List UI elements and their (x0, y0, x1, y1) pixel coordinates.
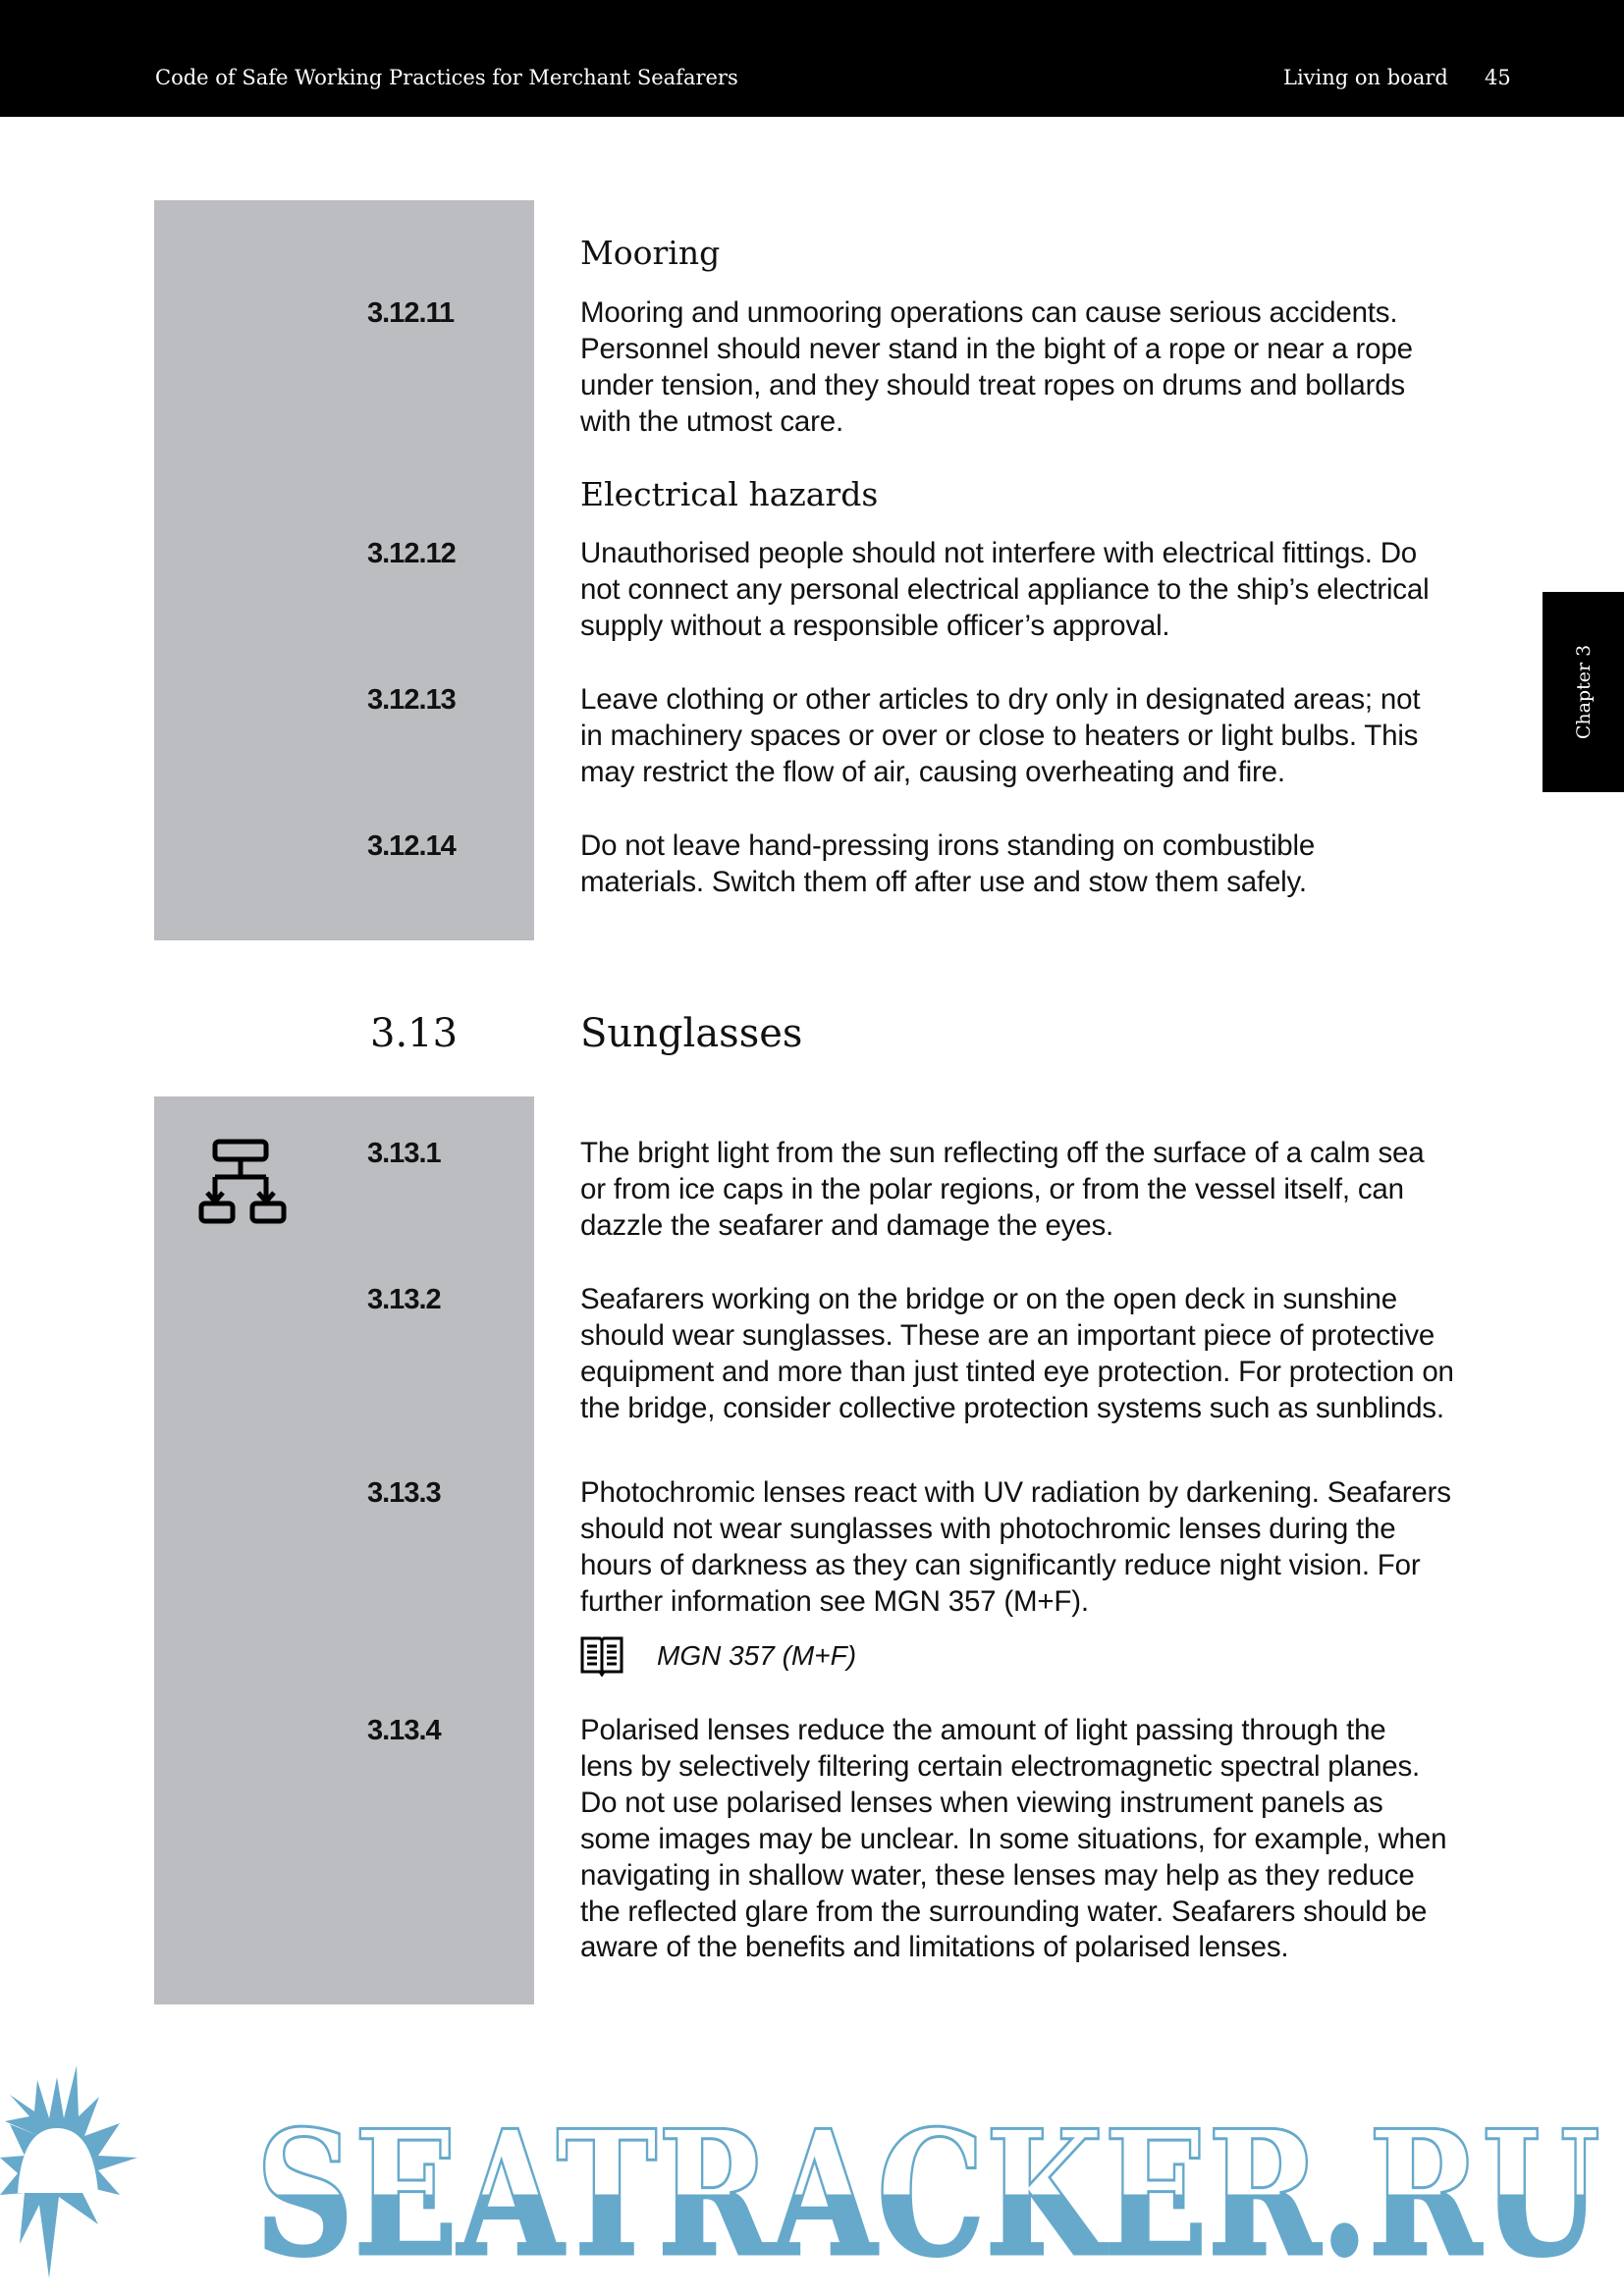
paragraph-number: 3.12.12 (367, 538, 456, 569)
paragraph-text: Mooring and unmooring operations can cause serious accidents. Personnel should never stand in the bight of a rope or near a rope under tension, and they should treat ropes on drums and bollards with the utmost care. (580, 296, 1413, 438)
hierarchy-icon (198, 1139, 289, 1229)
page-number: 45 (1485, 66, 1511, 89)
number-column-panel (154, 1096, 534, 2004)
book-icon (580, 1635, 623, 1677)
section-title: Living on board (1283, 66, 1448, 89)
paragraph-text: Seafarers working on the bridge or on the open deck in sunshine should wear sunglasses. These are an important piece of protective equipment and more than just tinted eye protection. For protection on the bridge, consider collective protection systems such as sunblinds. (580, 1283, 1454, 1424)
watermark-text: SEATRACKER.RU (255, 2094, 1600, 2295)
seatracker-watermark (0, 2057, 1624, 2296)
paragraph-text: Do not leave hand-pressing irons standing on combustible materials. Switch them off after use and stow them safely. (580, 829, 1316, 898)
paragraph-number: 3.12.13 (367, 684, 456, 716)
paragraph-number: 3.13.3 (367, 1477, 441, 1509)
page-header (0, 0, 1624, 117)
document-title: Code of Safe Working Practices for Merchant Seafarers (155, 66, 738, 89)
paragraph-number: 3.12.11 (367, 297, 455, 329)
heading-mooring: Mooring (580, 234, 721, 272)
section-number: 3.13 (370, 1011, 459, 1056)
paragraph-text: Leave clothing or other articles to dry only in designated areas; not in machinery spaces or over or close to heaters or light bulbs. This may restrict the flow of air, causing overheating and fire. (580, 683, 1421, 788)
heading-sunglasses: Sunglasses (580, 1011, 803, 1056)
reference-label: MGN 357 (M+F) (657, 1640, 857, 1671)
paragraph-number: 3.13.1 (367, 1138, 441, 1169)
sun-logo-icon (0, 2065, 137, 2278)
paragraph-text: Unauthorised people should not interfere with electrical fittings. Do not connect any personal electrical appliance to the ship’s electrical supply without a responsible officer’s approval. (580, 537, 1430, 642)
paragraph-number: 3.13.2 (367, 1284, 441, 1315)
paragraph-text: The bright light from the sun reflecting off the surface of a calm sea or from ice caps in the polar regions, or from the vessel itself, can dazzle the seafarer and damage the eyes. (580, 1137, 1425, 1242)
paragraph-text: Photochromic lenses react with UV radiation by darkening. Seafarers should not wear sunglasses with photochromic lenses during the hours of darkness as they can significantly reduce night vision. For further information see MGN 357 (M+F). (580, 1476, 1451, 1618)
number-column-panel (154, 200, 534, 940)
reference-link[interactable] (580, 1635, 856, 1677)
paragraph-number: 3.13.4 (367, 1715, 441, 1746)
paragraph-text: Polarised lenses reduce the amount of light passing through the lens by selectively filtering certain electromagnetic spectral planes. Do not use polarised lenses when viewing instrument panels as some images may be unclear. In some situations, for example, when navigating in shallow water, these lenses may help as they reduce the reflected glare from the surrounding water. Seafarers should be aware of the benefits and limitations of polarised lenses. (580, 1714, 1447, 1964)
paragraph-number: 3.12.14 (367, 830, 456, 862)
chapter-tab (1543, 592, 1624, 792)
chapter-tab-label: Chapter 3 (1572, 644, 1595, 740)
heading-electrical-hazards: Electrical hazards (580, 475, 879, 513)
